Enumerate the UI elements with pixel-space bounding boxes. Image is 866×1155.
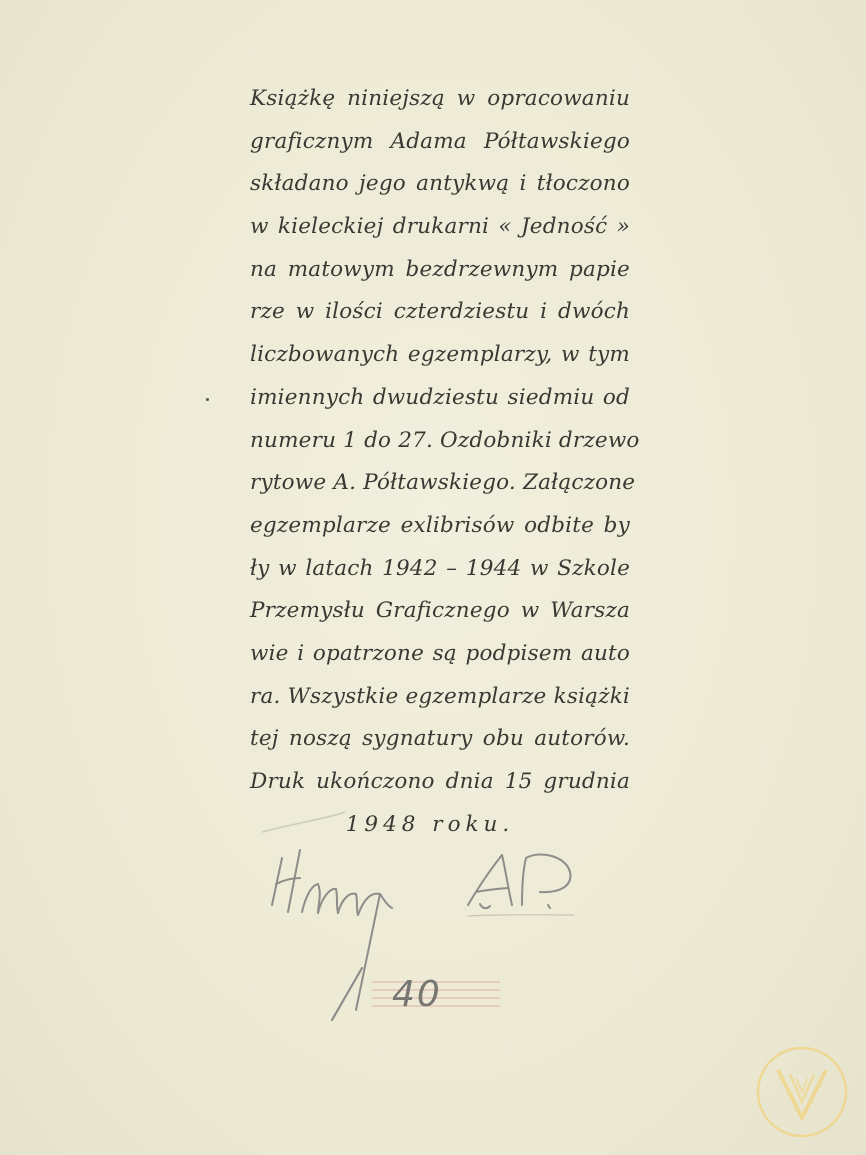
v-logo-icon [754,1044,850,1140]
colophon-line: w kieleckiej drukarni « Jedność » [250,214,630,240]
colophon-line: ra. Wszystkie egzemplarze książki [250,683,630,709]
colophon-line: ły w latach 1942 – 1944 w Szkole [250,555,630,581]
colophon-line: na matowym bezdrzewnym papie [250,256,630,282]
copy-number-slash [332,968,362,1020]
colophon-line: rze w ilości czterdziestu i dwóch [250,299,630,325]
colophon-line: egzemplarze exlibrisów odbite by [250,512,630,538]
colophon-line: Druk ukończono dnia 15 grudnia [250,769,630,794]
colophon-line: numeru 1 do 27. Ozdobniki drzewo [250,427,640,453]
colophon-line: tej noszą sygnatury obu autorów. [250,726,630,752]
copy-number: 40 [392,974,442,1015]
colophon-line: składano jego antykwą i tłoczono [250,171,630,197]
signature-left [272,850,392,1010]
colophon-line: Książkę niniejszą w opracowaniu [250,86,630,111]
colophon-line-date: 1948 roku. [345,811,515,837]
colophon-line: graficznym Adama Półtawskiego [250,128,630,154]
signature-right [468,854,574,916]
colophon-line: rytowe A. Półtawskiego. Załączone [250,470,636,496]
colophon-line: liczbowanych egzemplarzy, w tym [250,342,630,368]
colophon-line: wie i opatrzone są podpisem auto [250,640,630,666]
colophon-line: Przemysłu Graficznego w Warsza [250,598,630,624]
colophon-line: imiennych dwudziestu siedmiu od [250,384,630,410]
